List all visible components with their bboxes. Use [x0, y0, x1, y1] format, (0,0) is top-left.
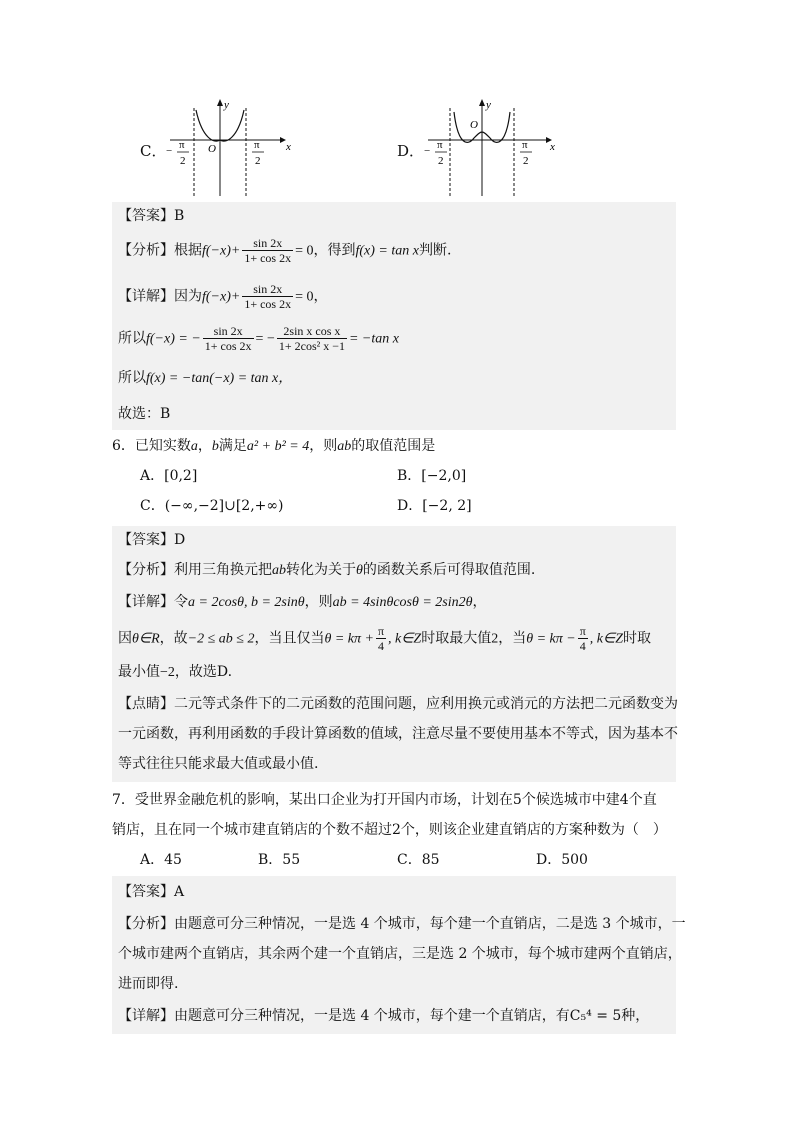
q7-stem-1: 7．受世界金融危机的影响，某出口企业为打开国内市场，计划在5个候选城市中建4个直	[112, 792, 657, 808]
graph-d-y-label: y	[486, 99, 491, 111]
q6-option-c: C．(−∞,−2]∪[2,+∞)	[140, 498, 284, 514]
option-d-label: D．	[397, 142, 425, 160]
graph-d	[420, 98, 560, 198]
q7-detail-1: 【详解】由题意可分三种情况，一是选 4 个城市，每个建一个直销店，有C₅⁴ = 5种，	[118, 1008, 650, 1024]
graph-d-two-left: 2	[438, 155, 444, 167]
graph-d-minus: −	[424, 145, 431, 157]
q6-comment-1: 【点睛】二元等式条件下的二元函数的范围问题，应利用换元或消元的方法把二元函数变为	[118, 696, 678, 712]
graph-c-x-label: x	[286, 141, 291, 153]
q7-analysis-3: 进而即得.	[118, 976, 179, 992]
q6-comment-3: 等式往往只能求最大值或最小值.	[118, 756, 319, 772]
graph-c-two-left: 2	[180, 155, 186, 167]
q6-answer: 【答案】D	[118, 532, 186, 548]
q5-detail: 【详解】因为f(−x)+ $\frac{\sin 2x}{1+ \cos 2x}$ = 0，	[118, 282, 328, 311]
q7-stem-2: 销店，且在同一个城市建直销店的个数不超过2个，则该企业建直销店的方案种数为（ ）	[112, 822, 667, 838]
q6-detail: 【详解】令a = 2cosθ, b = 2sinθ，则ab = 4sinθcosθ = 2sin2θ，	[118, 594, 487, 610]
q6-analysis: 【分析】利用三角换元把ab转化为关于θ的函数关系后可得取值范围.	[118, 562, 536, 578]
graph-d-origin-label: O	[470, 119, 478, 131]
graph-c-pi-left: π	[179, 139, 185, 151]
q5-so1: 所以f(−x) = − $\frac{\sin 2x}{1+ \cos 2x}$ = − $\frac{\text{2sin x cos x}}{\text{1+ 2cos² x −1}}$ = −tan x	[118, 324, 399, 353]
q5-analysis: 【分析】根据f(−x)+ $\frac{\sin 2x}{1+ \cos 2x}$ = 0，得到f(x) = tan x判断.	[118, 236, 452, 265]
q6-option-b: B．[−2,0]	[397, 468, 467, 484]
q7-option-c: C．85	[397, 852, 440, 868]
graph-c-origin-label: O	[208, 143, 216, 155]
q7-option-d: D．500	[536, 852, 588, 868]
graph-c-minus: −	[166, 145, 173, 157]
q5-so2: 所以f(x) = −tan(−x) = tan x，	[118, 370, 293, 386]
q6-option-d: D．[−2, 2]	[397, 498, 472, 514]
graph-d-pi-right: π	[522, 139, 528, 151]
q6-detail-line3: 最小值−2，故选D.	[118, 664, 233, 680]
q7-option-b: B．55	[258, 852, 301, 868]
graph-c-y-label: y	[224, 99, 229, 111]
q6-detail-line2: 因θ∈R，故−2 ≤ ab ≤ 2，当且仅当θ = kπ + $\frac{\pi}{4}$ , k∈Z时取最大值2，当θ = kπ − $\frac{\pi}{4}$ , k∈Z时取	[118, 624, 651, 653]
graph-c	[162, 98, 302, 198]
graph-d-x-label: x	[550, 141, 555, 153]
q5-answer: 【答案】B	[118, 208, 185, 224]
q7-analysis-2: 个城市建两个直销店，其余两个建一个直销店，三是选 2 个城市，每个城市建两个直销店，	[118, 946, 682, 962]
option-c-label: C．	[140, 142, 167, 160]
q5-choose: 故选：B	[118, 406, 171, 422]
graph-c-two-right: 2	[255, 155, 261, 167]
q6-stem: 6．已知实数a，b满足a² + b² = 4，则ab的取值范围是	[112, 438, 436, 454]
q7-analysis-1: 【分析】由题意可分三种情况，一是选 4 个城市，每个建一个直销店，二是选 3 个城市，一	[118, 916, 686, 932]
q6-comment-2: 一元函数，再利用函数的手段计算函数的值域，注意尽量不要使用基本不等式，因为基本不	[118, 726, 678, 742]
q7-answer: 【答案】A	[118, 884, 185, 900]
graph-d-pi-left: π	[437, 139, 443, 151]
graph-d-two-right: 2	[523, 155, 529, 167]
q7-option-a: A．45	[140, 852, 182, 868]
graph-c-pi-right: π	[254, 139, 260, 151]
q6-option-a: A．[0,2]	[140, 468, 198, 484]
